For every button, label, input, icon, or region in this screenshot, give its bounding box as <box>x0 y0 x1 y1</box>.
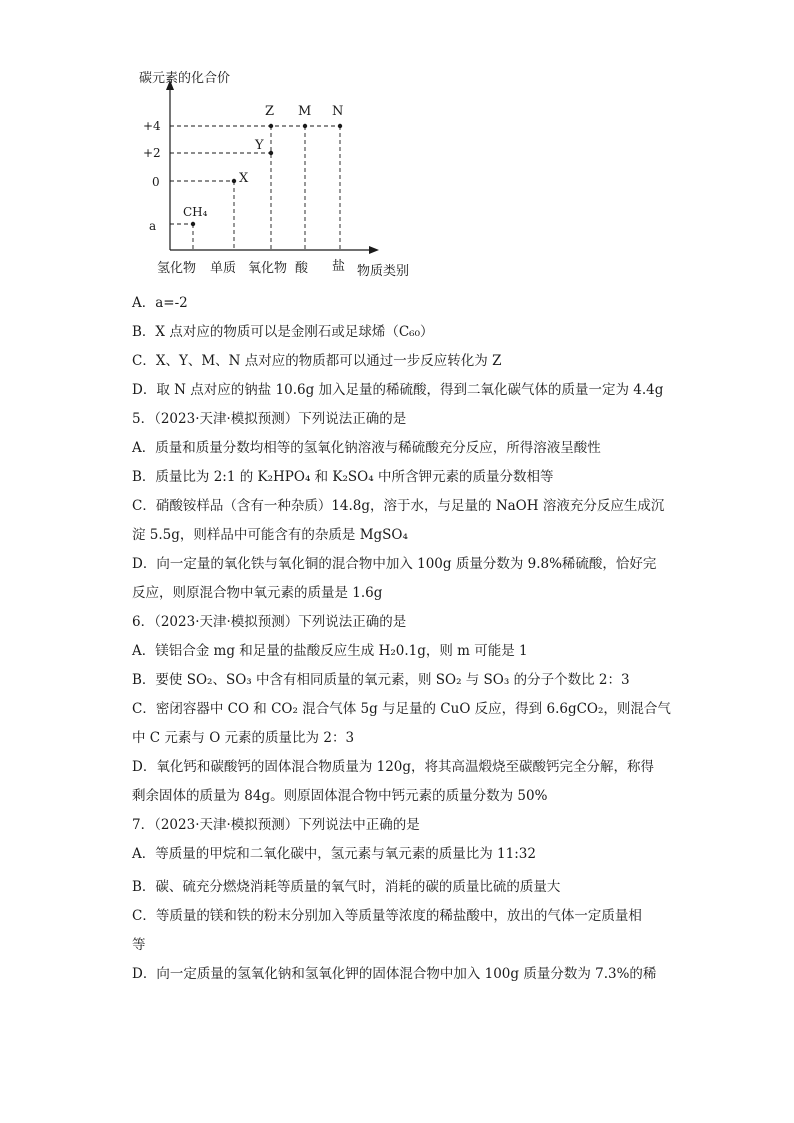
q7-option-c: C．等质量的镁和铁的粉末分别加入等质量等浓度的稀盐酸中，放出的气体一定质量相 <box>132 908 642 924</box>
x-cat-element: 单质 <box>210 261 237 276</box>
q7-option-b: B．碳、硫充分燃烧消耗等质量的氧气时，消耗的碳的质量比硫的质量大 <box>132 879 561 895</box>
q4-option-b: B．X 点对应的物质可以是金刚石或足球烯（C₆₀） <box>132 324 434 340</box>
point-n <box>338 124 342 128</box>
point-y <box>269 151 273 155</box>
q5-option-d: D．向一定量的氧化铁与氧化铜的混合物中加入 100g 质量分数为 9.8%稀硫酸，恰好完 <box>132 556 657 572</box>
x-cat-salt: 盐 <box>332 259 346 274</box>
q6-option-c-cont: 中 C 元素与 O 元素的质量比为 2：3 <box>132 730 355 746</box>
label-m: M <box>298 104 312 119</box>
point-ch4 <box>191 222 195 226</box>
point-z <box>269 124 273 128</box>
q6-stem: 6．（2023·天津·模拟预测）下列说法正确的是 <box>132 614 407 630</box>
q7-option-c-cont: 等 <box>132 937 146 953</box>
carbon-valence-diagram <box>125 62 425 282</box>
question-text <box>132 292 672 992</box>
x-cat-hydride: 氢化物 <box>157 261 197 276</box>
point-x <box>232 179 236 183</box>
label-y: Y <box>255 138 264 153</box>
q6-option-d-cont: 剩余固体的质量为 84g。则原固体混合物中钙元素的质量分数为 50% <box>132 788 548 804</box>
q5-option-c: C．硝酸铵样品（含有一种杂质）14.8g，溶于水，与足量的 NaOH 溶液充分反应生成沉 <box>132 498 665 514</box>
x-axis-arrow <box>369 246 379 254</box>
q6-option-b: B．要使 SO₂、SO₃ 中含有相同质量的氧元素，则 SO₂ 与 SO₃ 的分子个数比 2：3 <box>132 672 630 688</box>
q6-option-c: C．密闭容器中 CO 和 CO₂ 混合气体 5g 与足量的 CuO 反应，得到 6.6gCO₂，则混合气 <box>132 701 671 717</box>
q4-option-a: A．a=-2 <box>132 295 188 311</box>
q6-option-d: D．氧化钙和碳酸钙的固体混合物质量为 120g，将其高温煅烧至碳酸钙完全分解，称得 <box>132 759 655 775</box>
y-tick-plus4: +4 <box>143 119 161 133</box>
q7-option-a: A．等质量的甲烷和二氧化碳中，氢元素与氧元素的质量比为 11:32 <box>132 846 536 862</box>
label-z: Z <box>265 104 275 119</box>
label-n: N <box>332 104 344 119</box>
y-axis-label: 碳元素的化合价 <box>139 71 231 86</box>
y-tick-zero: 0 <box>152 175 160 189</box>
q5-option-d-cont: 反应，则原混合物中氧元素的质量是 1.6g <box>132 585 383 601</box>
q5-option-b: B．质量比为 2:1 的 K₂HPO₄ 和 K₂SO₄ 中所含钾元素的质量分数相等 <box>132 469 554 485</box>
q6-option-a: A．镁铝合金 mg 和足量的盐酸反应生成 H₂0.1g，则 m 可能是 1 <box>132 643 528 659</box>
x-cat-acid: 酸 <box>295 261 309 276</box>
label-ch4: CH₄ <box>183 205 208 219</box>
y-tick-plus2: +2 <box>143 146 161 160</box>
q5-option-c-cont: 淀 5.5g，则样品中可能含有的杂质是 MgSO₄ <box>132 527 408 543</box>
point-m <box>303 124 307 128</box>
q4-option-d: D．取 N 点对应的钠盐 10.6g 加入足量的稀硫酸，得到二氧化碳气体的质量一定为 4.4g <box>132 382 664 398</box>
q4-option-c: C．X、Y、M、N 点对应的物质都可以通过一步反应转化为 Z <box>132 353 502 369</box>
x-cat-oxide: 氧化物 <box>248 261 288 276</box>
y-tick-a: a <box>149 219 157 233</box>
q5-option-a: A．质量和质量分数均相等的氢氧化钠溶液与稀硫酸充分反应，所得溶液呈酸性 <box>132 440 601 456</box>
q7-stem: 7．（2023·天津·模拟预测）下列说法中正确的是 <box>132 817 420 833</box>
q7-option-d: D．向一定质量的氢氧化钠和氢氧化钾的固体混合物中加入 100g 质量分数为 7.3%的稀 <box>132 966 657 982</box>
x-axis-label: 物质类别 <box>357 264 410 279</box>
label-x: X <box>239 171 249 186</box>
q5-stem: 5．（2023·天津·模拟预测）下列说法正确的是 <box>132 411 407 427</box>
